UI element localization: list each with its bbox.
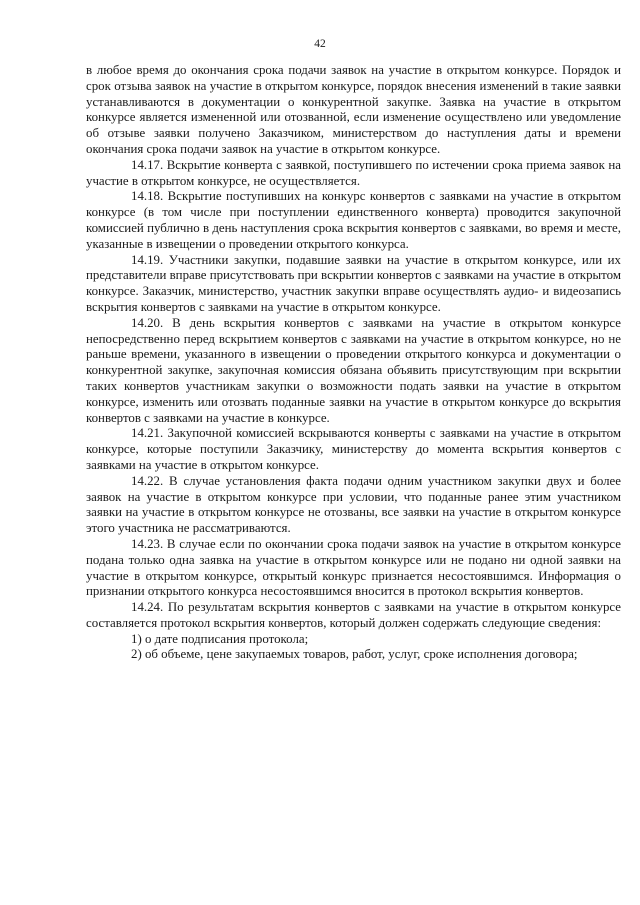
- clause-14-19: 14.19. Участники закупки, подавшие заявки на участие в открытом конкурсе, или их представители вправе присутствовать при вскрытии конвертов с заявками на участие в открытом конкурсе. Заказчик, министерство, участник закупки вправе осуществлять аудио- и видеозапись вскрытия конвертов с заявками на участие в открытом конкурсе.: [86, 252, 621, 314]
- clause-14-23: 14.23. В случае если по окончании срока подачи заявок на участие в открытом конкурсе подана только одна заявка на участие в открытом конкурсе или не подано ни одной заявки на участие в открытом конкурсе, открытый конкурс признается несостоявшимся. Информация о признании открытого конкурса несостоявшимся вносится в протокол вскрытия конвертов.: [86, 536, 621, 599]
- list-item-1: 1) о дате подписания протокола;: [131, 631, 309, 646]
- clause-14-17: 14.17. Вскрытие конверта с заявкой, поступившего по истечении срока приема заявок на участие в открытом конкурсе, не осуществляется.: [86, 157, 621, 188]
- clause-14-20: 14.20. В день вскрытия конвертов с заявками на участие в открытом конкурсе непосредственно перед вскрытием конвертов с заявками на участие в открытом конкурсе, но не раньше времени, указанного в извещении о проведении открытого конкурса и документации о конкурентной закупке, закупочная комиссия обязана объявить присутствующим при вскрытии таких конвертов участникам закупки о возможности подать заявки на участие в открытом конкурсе, изменить или отозвать поданные заявки на участие в открытом конкурсе до вскрытия конвертов с заявками на участие в конкурсе.: [86, 315, 621, 425]
- clause-14-22: 14.22. В случае установления факта подачи одним участником закупки двух и более заявок на участие в открытом конкурсе при условии, что поданные ранее этим участником заявки на участие в открытом конкурсе не отозваны, все заявки на участие в открытом конкурсе этого участника не рассматриваются.: [86, 473, 621, 536]
- document-body: [86, 63, 621, 663]
- clause-14-18: 14.18. Вскрытие поступивших на конкурс конвертов с заявками на участие в открытом конкурсе (в том числе при поступлении единственного конверта) проводится закупочной комиссией публично в день наступления срока вскрытия конвертов с заявками, во время и месте, указанные в извещении о проведении открытого конкурса.: [86, 189, 621, 251]
- clause-14-21: 14.21. Закупочной комиссией вскрываются конверты с заявками на участие в открытом конкурсе, которые поступили Заказчику, министерству до момента вскрытия конвертов с заявками на участие в открытом конкурсе.: [86, 426, 621, 472]
- page-number: 42: [314, 38, 326, 50]
- clause-14-24: 14.24. По результатам вскрытия конвертов с заявками на участие в открытом конкурсе составляется протокол вскрытия конвертов, который должен содержать следующие сведения:: [86, 600, 621, 630]
- list-item-2: 2) об объеме, цене закупаемых товаров, работ, услуг, сроке исполнения договора;: [131, 647, 578, 662]
- paragraph-continuation: в любое время до окончания срока подачи заявок на участие в открытом конкурсе. Порядок и срок отзыва заявок на участие в открытом конкурсе, порядок внесения изменений в такие заявки устанавливаются в документации о конкурентной закупке. Заявка на участие в открытом конкурсе является измененной или отозванной, если изменение осуществлено или уведомление об отзыве заявки получено Заказчиком, министерством до наступления даты и времени окончания срока подачи заявок на участие в открытом конкурсе.: [86, 63, 621, 156]
